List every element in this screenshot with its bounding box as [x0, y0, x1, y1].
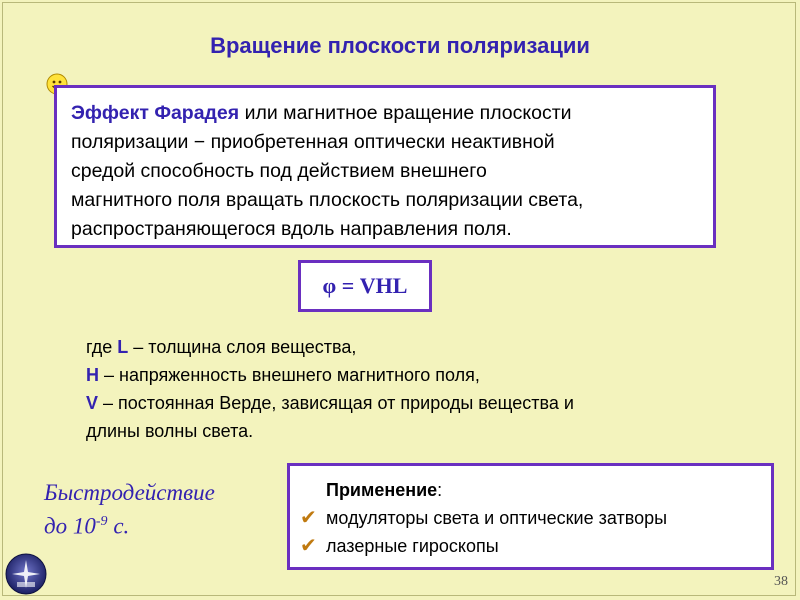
- definition-line: Эффект Фарадея или магнитное вращение плоскости: [71, 102, 572, 124]
- list-item: ✔ лазерные гироскопы: [300, 532, 771, 560]
- list-item: ✔ модуляторы света и оптические затворы: [300, 504, 771, 532]
- definition-line: магнитного поля вращать плоскость поляризации света,: [71, 189, 584, 211]
- explanation-line: H – напряженность внешнего магнитного поля,: [86, 365, 480, 385]
- formula-box: [298, 260, 432, 312]
- formula: φ = VHL: [322, 273, 408, 298]
- logo-icon: [4, 552, 48, 596]
- explanation-line: где L – толщина слоя вещества,: [86, 337, 357, 357]
- speed-note: Быстродействие до $10^{-9}$ с.: [44, 480, 215, 539]
- explanation-line: V – постоянная Верде, зависящая от природы вещества и: [86, 393, 574, 413]
- check-icon: ✔: [300, 507, 317, 529]
- definition-term: Эффект Фарадея: [71, 102, 240, 124]
- definition-line: распространяющегося вдоль направления поля.: [71, 218, 512, 240]
- explanation-line: длины волны света.: [86, 421, 254, 441]
- slide-title: Вращение плоскости поляризации: [210, 33, 590, 58]
- explanation-block: [86, 333, 726, 445]
- application-box: [287, 463, 774, 570]
- check-icon: ✔: [300, 535, 317, 557]
- definition-line: средой способность под действием внешнего: [71, 160, 487, 182]
- definition-line: поляризации − приобретенная оптически неактивной: [71, 131, 555, 153]
- page-number: 38: [774, 574, 788, 589]
- definition-box: [54, 85, 716, 248]
- application-heading: Применение:: [326, 480, 443, 500]
